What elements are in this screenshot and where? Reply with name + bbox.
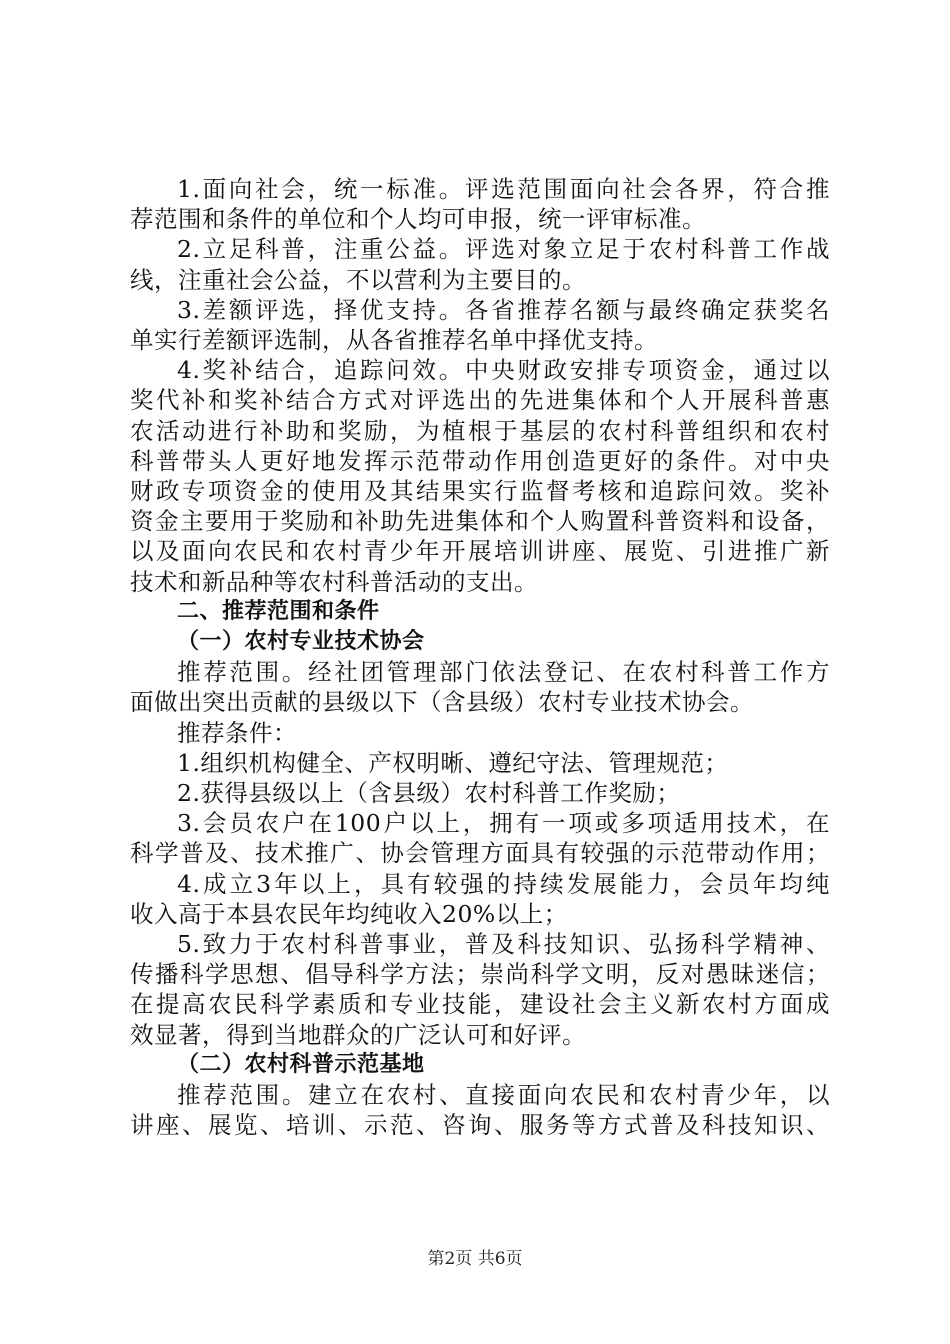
text-line: 科学普及、技术推广、协会管理方面具有较强的示范带动作用； [130, 839, 830, 868]
text-line: 推荐条件： [177, 718, 297, 747]
text-line: 财政专项资金的使用及其结果实行监督考核和追踪问效。奖补 [130, 477, 830, 506]
subsection-heading: （二）农村科普示范基地 [177, 1051, 425, 1077]
text-line: 面做出突出贡献的县级以下（含县级）农村专业技术协会。 [130, 688, 754, 717]
text-line: 效显著，得到当地群众的广泛认可和好评。 [130, 1020, 586, 1049]
text-line: 推荐范围。建立在农村、直接面向农民和农村青少年，以 [177, 1081, 830, 1110]
text-line: 传播科学思想、倡导科学方法；崇尚科学文明，反对愚昧迷信； [130, 960, 830, 989]
subsection-heading: （一）农村专业技术协会 [177, 629, 425, 655]
text-line: 农活动进行补助和奖励，为植根于基层的农村科普组织和农村 [130, 416, 830, 445]
text-line: 技术和新品种等农村科普活动的支出。 [130, 567, 538, 596]
text-line: 线，注重社会公益，不以营利为主要目的。 [130, 265, 586, 294]
section-heading: 二、推荐范围和条件 [177, 598, 380, 624]
text-line: 奖代补和奖补结合方式对评选出的先进集体和个人开展科普惠 [130, 386, 830, 415]
text-line: 荐范围和条件的单位和个人均可申报，统一评审标准。 [130, 205, 706, 234]
text-line: 2.立足科普，注重公益。评选对象立足于农村科普工作战 [177, 235, 830, 264]
text-line: 4.奖补结合，追踪问效。中央财政安排专项资金，通过以 [177, 356, 830, 385]
page-footer: 第2页 共6页 [427, 1249, 523, 1269]
text-line: 科普带头人更好地发挥示范带动作用创造更好的条件。对中央 [130, 446, 830, 475]
text-line: 1.面向社会，统一标准。评选范围面向社会各界，符合推 [177, 175, 830, 203]
text-line: 5.致力于农村科普事业，普及科技知识、弘扬科学精神、 [177, 930, 830, 959]
text-line: 讲座、展览、培训、示范、咨询、服务等方式普及科技知识、 [130, 1111, 830, 1140]
text-line: 单实行差额评选制，从各省推荐名单中择优支持。 [130, 326, 658, 355]
text-line: 资金主要用于奖励和补助先进集体和个人购置科普资料和设备， [130, 507, 830, 536]
text-line: 收入高于本县农民年均纯收入20%以上； [130, 899, 568, 928]
text-line: 4.成立3年以上，具有较强的持续发展能力，会员年均纯 [177, 869, 830, 898]
text-line: 推荐范围。经社团管理部门依法登记、在农村科普工作方 [177, 658, 830, 687]
text-line: 3.差额评选，择优支持。各省推荐名额与最终确定获奖名 [177, 295, 830, 324]
document-body [130, 174, 830, 1141]
text-line: 1.组织机构健全、产权明晰、遵纪守法、管理规范； [177, 748, 729, 777]
text-line: 以及面向农民和农村青少年开展培训讲座、展览、引进推广新 [130, 537, 830, 566]
text-line: 3.会员农户在100户以上，拥有一项或多项适用技术，在 [177, 809, 830, 838]
text-line: 在提高农民科学素质和专业技能，建设社会主义新农村方面成 [130, 990, 830, 1019]
text-line: 2.获得县级以上（含县级）农村科普工作奖励； [177, 779, 681, 808]
